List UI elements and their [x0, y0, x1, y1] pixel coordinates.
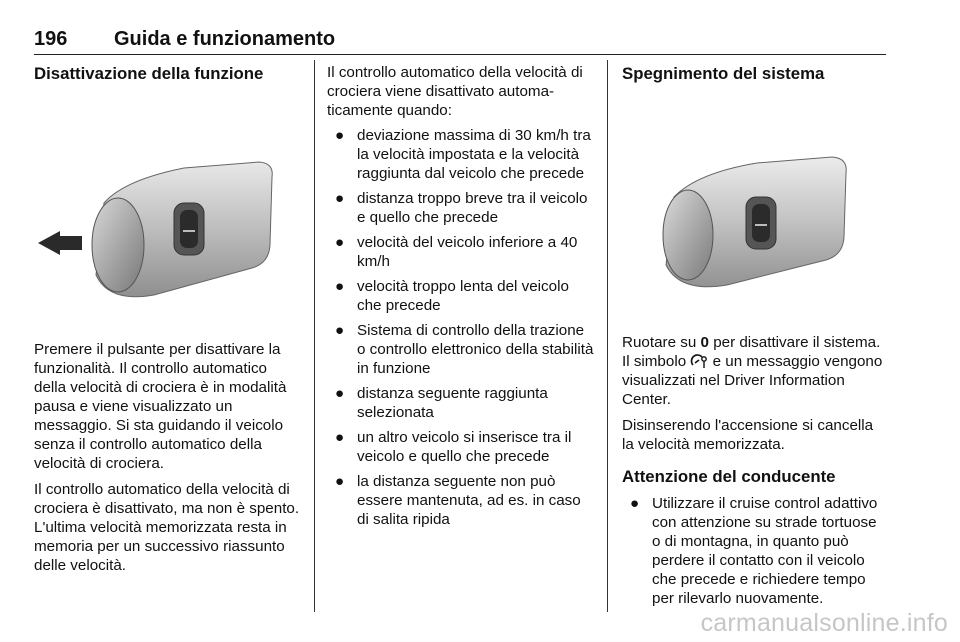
list-item: ● distanza seguente raggiunta selezionata — [335, 385, 548, 421]
list-item: ● velocità troppo lenta del veicolo che precede — [335, 278, 569, 314]
page-header — [34, 28, 886, 55]
deactivation-conditions-list — [327, 126, 595, 529]
paragraph-1: Premere il pulsante per disattivare la funzionalità. Il controllo automatico della velocità di crociera è in modalità pausa e viene visualizzato un messaggio. Si sta guidando il veicolo senza il controllo automatico della velocità di crociera. — [34, 341, 287, 472]
section-title: Guida e funzionamento — [114, 28, 336, 50]
watermark: carmanualsonline.info — [700, 609, 948, 637]
paragraph-2: Il controllo automatico della velocità di crociera è disattivato, ma non è spento. L'ultima velocità memorizzata resta in memoria per un successivo riassunto delle velocità. — [34, 481, 300, 574]
list-item: ● un altro veicolo si inserisce tra il veicolo e quello che precede — [335, 429, 572, 465]
stalk-figure-off — [622, 85, 888, 333]
list-item: ● Sistema di controllo della trazione o controllo elettronico della stabilità in funzione — [335, 322, 594, 377]
list-item: ● Utilizzare il cruise control adattivo con attenzione su strade tortuose o di montagna, in quanto può perdere il contatto con il veicolo che precede e richiedere tempo per rilevarlo nuovamente. — [630, 495, 878, 607]
column-divider-1 — [314, 60, 315, 612]
intro-paragraph: Il controllo automatico della velocità di crociera viene disattivato automaticamente quando: — [327, 64, 583, 119]
column-2 — [327, 63, 595, 535]
column-3 — [622, 63, 888, 614]
column-divider-2 — [607, 60, 608, 612]
driver-attention-list — [622, 494, 888, 608]
page-number: 196 — [34, 28, 68, 50]
heading-disattivazione: Disattivazione della funzione — [34, 64, 264, 83]
paragraph-turn-off: Ruotare su 0 per disattivare il sistema. Il simbolo e un messaggio vengono visualizzati nel Driver Information Center. — [622, 334, 883, 408]
cruise-stalk-off-illustration — [622, 85, 888, 333]
stalk-figure-press — [34, 85, 302, 340]
list-item: ● distanza troppo breve tra il veicolo e quello che precede — [335, 190, 588, 226]
column-1 — [34, 63, 302, 582]
list-item: ● deviazione massima di 30 km/h tra la velocità impostata e la velocità raggiunta dal veicolo che precede — [335, 127, 591, 182]
cruise-control-icon — [690, 353, 708, 369]
list-item: ● la distanza seguente non può essere mantenuta, ad es. in caso di salita ripida — [335, 473, 581, 528]
heading-attenzione: Attenzione del conducente — [622, 467, 836, 486]
off-position-label: 0 — [700, 334, 709, 351]
heading-spegnimento: Spegnimento del sistema — [622, 64, 825, 83]
paragraph-ignition: Disinserendo l'accensione si cancella la velocità memorizzata. — [622, 417, 874, 453]
cruise-stalk-illustration — [34, 85, 302, 340]
list-item: ● velocità del veicolo inferiore a 40 km/h — [335, 234, 578, 270]
